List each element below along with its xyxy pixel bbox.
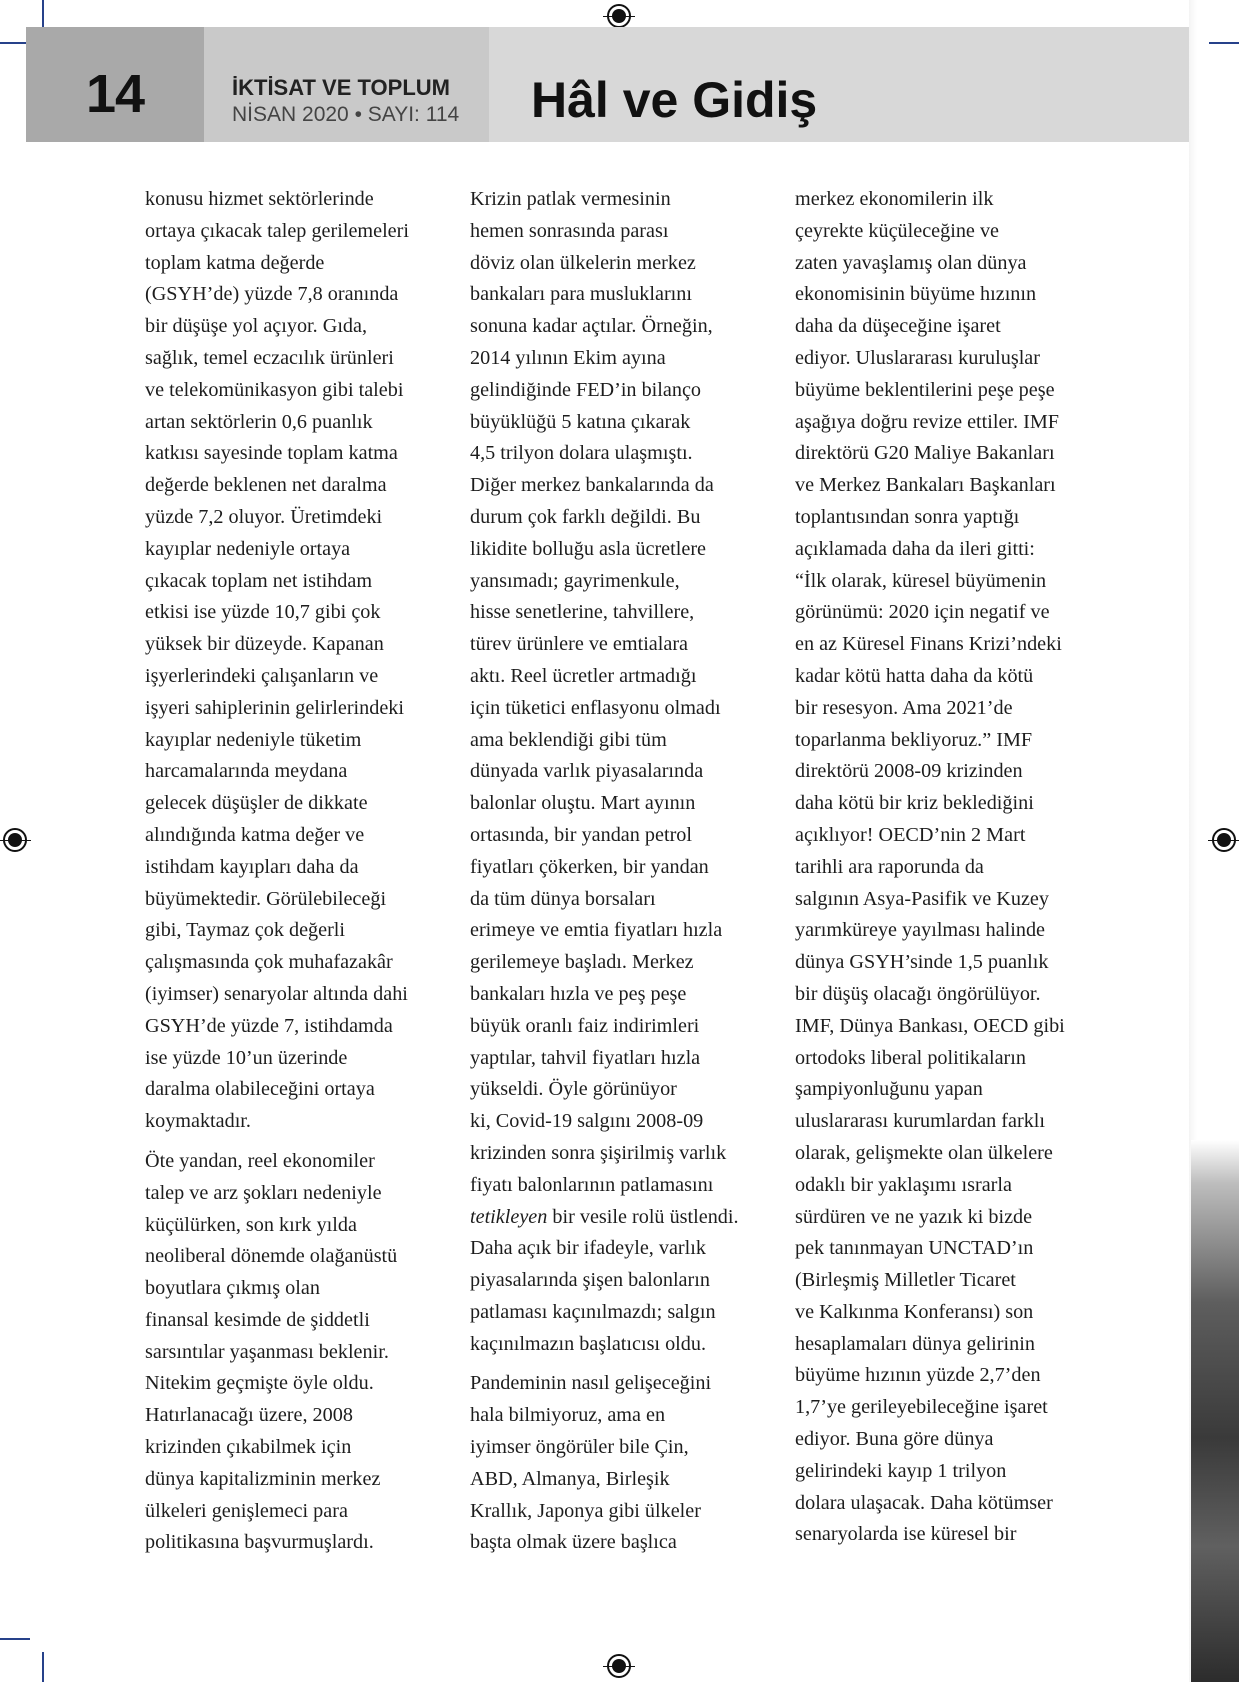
text-line: dünya GSYH’sinde 1,5 puanlık (795, 951, 1049, 974)
text-line: ortaya çıkacak talep gerilemeleri (145, 219, 409, 242)
text-line: yüksek bir düzeyde. Kapanan (145, 633, 384, 656)
text-line: neoliberal dönemde olağanüstü (145, 1245, 398, 1268)
text-line: (iyimser) senaryolar altında dahi (145, 982, 408, 1005)
text-line: gerilemeye başladı. Merkez (470, 951, 694, 974)
text-line: sürdüren ve ne yazık ki bizde (795, 1205, 1033, 1228)
text-line: işyeri sahiplerinin gelirlerindeki (145, 696, 404, 719)
text-line: bankaları hızla ve peş peşe (470, 982, 687, 1005)
text-line: toparlanma bekliyoruz.” IMF (795, 728, 1033, 751)
text-line: için tüketici enflasyonu olmadı (470, 696, 721, 719)
text-line: daha da düşeceğine işaret (795, 315, 1001, 338)
page-number: 14 (85, 63, 145, 124)
text-line: talep ve arz şokları nedeniyle (145, 1181, 382, 1204)
text-line: ve Kalkınma Konferansı) son (795, 1300, 1034, 1323)
registration-mark-right (1212, 828, 1236, 852)
text-line: hisse senetlerine, tahvillere, (470, 601, 695, 624)
edge-photo-strip (1191, 1140, 1239, 1682)
text-line: toplantısından sonra yaptığı (795, 505, 1020, 528)
crop-mark (42, 1652, 44, 1682)
text-line: küçülürken, son kırk yılda (145, 1213, 357, 1236)
text-line: aktı. Reel ücretler artmadığı (470, 664, 697, 687)
text-line: büyümektedir. Görülebileceği (145, 887, 387, 910)
text-line: en az Küresel Finans Krizi’ndeki (795, 633, 1062, 656)
text-line: uluslararası kurumlardan farklı (795, 1110, 1046, 1133)
text-line: odaklı bir yaklaşımı ısrarla (795, 1173, 1012, 1196)
text-line: Nitekim geçmişte öyle oldu. (145, 1372, 374, 1395)
text-line: artan sektörlerin 0,6 puanlık (145, 410, 373, 433)
text-line: ki, Covid-19 salgını 2008-09 (470, 1110, 704, 1133)
text-line: balonlar oluştu. Mart ayının (470, 792, 696, 815)
text-line: krizinden çıkabilmek için (145, 1436, 352, 1459)
text-line: Daha açık bir ifadeyle, varlık (470, 1237, 706, 1260)
paragraph (470, 184, 775, 1360)
text-line: politikasına başvurmuşlardı. (145, 1531, 374, 1554)
text-line: salgının Asya-Pasifik ve Kuzey (795, 887, 1049, 910)
text-line: fiyatı balonlarının patlamasını (470, 1173, 714, 1196)
crop-mark (0, 1638, 30, 1640)
text-line: direktörü G20 Maliye Bakanları (795, 442, 1055, 465)
text-line: bir düşüşe yol açıyor. Gıda, (145, 315, 368, 338)
text-line: alındığında katma değer ve (145, 823, 365, 846)
text-column-2 (470, 184, 775, 1559)
text-line: gelindiğinde FED’in bilanço (470, 378, 701, 401)
text-line: ve telekomünikasyon gibi talebi (145, 378, 404, 401)
text-line: tetikleyen bir vesile rolü üstlendi. (470, 1205, 739, 1228)
paragraph (795, 184, 1095, 1551)
text-line: ediyor. Uluslararası kuruluşlar (795, 346, 1040, 369)
text-line: yükseldi. Öyle görünüyor (470, 1078, 677, 1101)
text-line: iyimser öngörüler bile Çin, (470, 1436, 689, 1459)
crop-mark (42, 0, 44, 30)
text-line: çeyrekte küçüleceğine ve (795, 219, 999, 242)
text-line: hesaplamaları dünya gelirinin (795, 1332, 1035, 1355)
text-line: türev ürünlere ve emtialara (470, 633, 689, 656)
text-line: bir düşüş olacağı öngörülüyor. (795, 982, 1041, 1005)
text-line: merkez ekonomilerin ilk (795, 188, 994, 210)
text-line: boyutlara çıkmış olan (145, 1277, 320, 1300)
text-line: şampiyonluğunu yapan (795, 1078, 983, 1101)
text-line: bir resesyon. Ama 2021’de (795, 696, 1013, 719)
text-line: pek tanınmayan UNCTAD’ın (795, 1237, 1034, 1260)
text-line: piyasalarında şişen balonların (470, 1269, 710, 1292)
registration-mark-top (607, 4, 631, 28)
text-line: dünyada varlık piyasalarında (470, 760, 704, 783)
text-line: ediyor. Buna göre dünya (795, 1428, 994, 1451)
text-line: sarsıntılar yaşanması beklenir. (145, 1340, 389, 1363)
text-line: gelirindeki kayıp 1 trilyon (795, 1459, 1007, 1482)
text-line: çıkacak toplam net istihdam (145, 569, 373, 592)
text-line: değerde beklenen net daralma (145, 474, 387, 497)
text-line: Diğer merkez bankalarında da (470, 474, 714, 497)
text-line: kayıplar nedeniyle ortaya (145, 537, 351, 560)
text-line: Pandeminin nasıl gelişeceğini (470, 1372, 712, 1395)
text-line: kaçınılmazın başlatıcısı oldu. (470, 1332, 707, 1355)
text-line: sonuna kadar açtılar. Örneğin, (470, 315, 713, 338)
text-line: direktörü 2008-09 krizinden (795, 760, 1023, 783)
text-line: daha kötü bir kriz beklediğini (795, 792, 1034, 815)
text-line: (GSYH’de) yüzde 7,8 oranında (145, 283, 399, 306)
magazine-name: İKTİSAT VE TOPLUM (232, 75, 450, 100)
page-number-box (26, 27, 204, 142)
text-line: likidite bolluğu asla ücretlere (470, 537, 707, 560)
text-line: 2014 yılının Ekim ayına (470, 346, 666, 369)
text-line: tarihli ara raporunda da (795, 855, 984, 878)
text-line: hemen sonrasında parası (470, 219, 669, 242)
text-line: senaryolarda ise küresel bir (795, 1523, 1017, 1546)
text-line: açıklıyor! OECD’nin 2 Mart (795, 823, 1026, 846)
text-line: Öte yandan, reel ekonomiler (145, 1149, 375, 1172)
text-line: aşağıya doğru revize ettiler. IMF (795, 410, 1060, 433)
section-title-box (489, 27, 1189, 142)
text-line: da tüm dünya borsaları (470, 887, 656, 910)
text-line: 1,7’ye gerileyebileceğine işaret (795, 1396, 1048, 1419)
paragraph (145, 1146, 450, 1559)
text-line: bankaları para musluklarını (470, 283, 692, 306)
text-line: ABD, Almanya, Birleşik (470, 1467, 670, 1490)
text-line: Krizin patlak vermesinin (470, 188, 671, 210)
magazine-info-box (204, 27, 489, 142)
text-line: ekonomisinin büyüme hızının (795, 283, 1037, 306)
text-line: harcamalarında meydana (145, 760, 348, 783)
text-line: kadar kötü hatta daha da kötü (795, 664, 1034, 687)
text-line: konusu hizmet sektörlerinde (145, 188, 374, 210)
text-line: 4,5 trilyon dolara ulaşmıştı. (470, 442, 693, 465)
text-line: ve Merkez Bankaları Başkanları (795, 474, 1056, 497)
text-line: krizinden sonra şişirilmiş varlık (470, 1141, 727, 1164)
text-line: yansımadı; gayrimenkule, (470, 569, 680, 592)
text-line: toplam katma değerde (145, 251, 325, 274)
text-line: olarak, gelişmekte olan ülkelere (795, 1141, 1053, 1164)
text-column-1 (145, 184, 450, 1559)
text-column-3 (795, 184, 1095, 1551)
paragraph (470, 1368, 775, 1559)
text-line: istihdam kayıpları daha da (145, 855, 359, 878)
text-line: büyüme hızının yüzde 2,7’den (795, 1364, 1041, 1387)
text-line: dünya kapitalizminin merkez (145, 1467, 381, 1490)
text-line: gelecek düşüşler de dikkate (145, 792, 368, 815)
text-line: ortasında, bir yandan petrol (470, 823, 692, 846)
paragraph (145, 184, 450, 1138)
text-line: patlaması kaçınılmazdı; salgın (470, 1300, 716, 1323)
text-line: Krallık, Japonya gibi ülkeler (470, 1499, 701, 1522)
text-line: büyüme beklentilerini peşe peşe (795, 378, 1055, 401)
text-line: sağlık, temel eczacılık ürünleri (145, 346, 394, 369)
text-line: büyüklüğü 5 katına çıkarak (470, 410, 691, 433)
issue-info: NİSAN 2020 • SAYI: 114 (232, 103, 460, 126)
text-line: (Birleşmiş Milletler Ticaret (795, 1269, 1016, 1292)
text-line: “İlk olarak, küresel büyümenin (795, 569, 1047, 592)
text-line: yarımküreye yayılması halinde (795, 919, 1046, 942)
text-line: Hatırlanacağı üzere, 2008 (145, 1404, 353, 1427)
text-line: gibi, Taymaz çok değerli (145, 919, 346, 942)
text-line: çalışmasında çok muhafazakâr (145, 951, 393, 974)
text-line: görünümü: 2020 için negatif ve (795, 601, 1050, 624)
section-title: Hâl ve Gidiş (531, 72, 818, 128)
text-line: işyerlerindeki çalışanların ve (145, 664, 379, 687)
text-line: yaptılar, tahvil fiyatları hızla (470, 1046, 701, 1069)
text-line: büyük oranlı faiz indirimleri (470, 1014, 700, 1037)
text-line: başta olmak üzere başlıca (470, 1531, 677, 1554)
registration-mark-left (3, 828, 27, 852)
text-line: zaten yavaşlamış olan dünya (795, 251, 1027, 274)
text-line: etkisi ise yüzde 10,7 gibi çok (145, 601, 381, 624)
text-line: daralma olabileceğini ortaya (145, 1078, 375, 1101)
text-line: finansal kesimde de şiddetli (145, 1308, 370, 1331)
text-line: ama beklendiği gibi tüm (470, 728, 667, 751)
text-line: GSYH’de yüzde 7, istihdamda (145, 1014, 393, 1037)
text-line: durum çok farklı değildi. Bu (470, 505, 701, 528)
text-line: erimeye ve emtia fiyatları hızla (470, 919, 723, 942)
text-line: ise yüzde 10’un üzerinde (145, 1046, 348, 1069)
text-line: hala bilmiyoruz, ama en (470, 1404, 666, 1427)
text-line: IMF, Dünya Bankası, OECD gibi (795, 1014, 1065, 1037)
text-line: ortodoks liberal politikaların (795, 1046, 1026, 1069)
crop-mark (1209, 42, 1239, 44)
registration-mark-bottom (607, 1654, 631, 1678)
text-line: kayıplar nedeniyle tüketim (145, 728, 362, 751)
text-line: dolara ulaşacak. Daha kötümser (795, 1491, 1053, 1514)
text-line: katkısı sayesinde toplam katma (145, 442, 398, 465)
text-line: ülkeleri genişlemeci para (145, 1499, 348, 1522)
text-line: koymaktadır. (145, 1110, 251, 1133)
text-line: döviz olan ülkelerin merkez (470, 251, 696, 274)
text-line: açıklamada daha da ileri gitti: (795, 537, 1035, 560)
text-line: yüzde 7,2 oluyor. Üretimdeki (145, 505, 383, 528)
text-line: fiyatları çökerken, bir yandan (470, 855, 709, 878)
